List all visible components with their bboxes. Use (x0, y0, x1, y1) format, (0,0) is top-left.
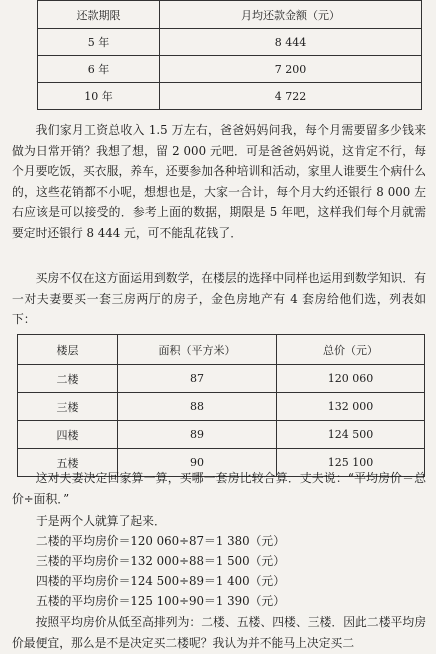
cell-area: 90 (118, 449, 277, 477)
cell-area: 87 (118, 365, 277, 393)
cell-floor: 五楼 (18, 449, 118, 477)
cell-payment: 7 200 (160, 56, 422, 83)
cell-area: 88 (118, 393, 277, 421)
table-row (38, 83, 422, 110)
calc-intro-line: 于是两个人就算了起来． (36, 514, 166, 528)
cell-term: 6 年 (38, 56, 160, 83)
header-floor: 楼层 (18, 335, 118, 365)
repayment-table (37, 0, 422, 110)
calc-line-floor-4: 四楼的平均房价＝124 500÷89＝1 400（元） (36, 574, 286, 588)
cell-floor: 二楼 (18, 365, 118, 393)
table-header-row (38, 1, 422, 29)
floor-table (17, 334, 425, 477)
cell-area: 89 (118, 421, 277, 449)
paragraph-husband-formula: 这对夫妻决定回家算一算，买哪一套房比较合算．丈夫说：“平均房价＝总价÷面积．” (12, 471, 426, 506)
cell-price: 120 060 (277, 365, 425, 393)
cell-payment: 4 722 (160, 83, 422, 110)
table-row (38, 56, 422, 83)
calc-line-floor-5: 五楼的平均房价＝125 100÷90＝1 390（元） (36, 594, 286, 608)
cell-floor: 四楼 (18, 421, 118, 449)
header-term: 还款期限 (38, 1, 160, 29)
paragraph-ranking: 按照平均房价从低至高排列为：二楼、五楼、四楼、三楼．因此二楼平均房价最便宜，那么是不是决定买二楼呢？我认为并不能马上决定买二 (12, 615, 426, 650)
cell-payment: 8 444 (160, 29, 422, 56)
cell-price: 124 500 (277, 421, 425, 449)
table-row (18, 393, 425, 421)
calc-line-floor-3: 三楼的平均房价＝132 000÷88＝1 500（元） (36, 554, 286, 568)
header-monthly-payment: 月均还款金额（元） (160, 1, 422, 29)
table-row (18, 365, 425, 393)
cell-term: 10 年 (38, 83, 160, 110)
calc-line-floor-2: 二楼的平均房价＝120 060÷87＝1 380（元） (36, 534, 286, 548)
header-total-price: 总价（元） (277, 335, 425, 365)
cell-term: 5 年 (38, 29, 160, 56)
table-row (18, 421, 425, 449)
paragraph-monthly-budget: 我们家月工资总收入 1.5 万左右，爸爸妈妈问我，每个月需要留多少钱来做为日常开销？我想了想，留 2 000 元吧．可是爸爸妈妈说，这肯定不行，每个月要吃饭，买衣服，养车，还要参加各种培训和活动，家里人谁要生个病什么的，这些花销都不小呢，想想也是，大家一合计，每个月大约还银行 8 000 左右应该是可以接受的．参考上面的数据，期限是 5 年吧，这样我们每个月就需要定时还银行 8 444 元，可不能乱花钱了． (12, 123, 426, 240)
table-header-row (18, 335, 425, 365)
paragraph-floor-intro: 买房不仅在这方面运用到数学，在楼层的选择中同样也运用到数学知识．有一对夫妻要买一套三房两厅的房子，金色房地产有 4 套房给他们选，列表如下： (12, 271, 426, 326)
cell-price: 125 100 (277, 449, 425, 477)
cell-price: 132 000 (277, 393, 425, 421)
table-row (38, 29, 422, 56)
header-area: 面积（平方米） (118, 335, 277, 365)
cell-floor: 三楼 (18, 393, 118, 421)
